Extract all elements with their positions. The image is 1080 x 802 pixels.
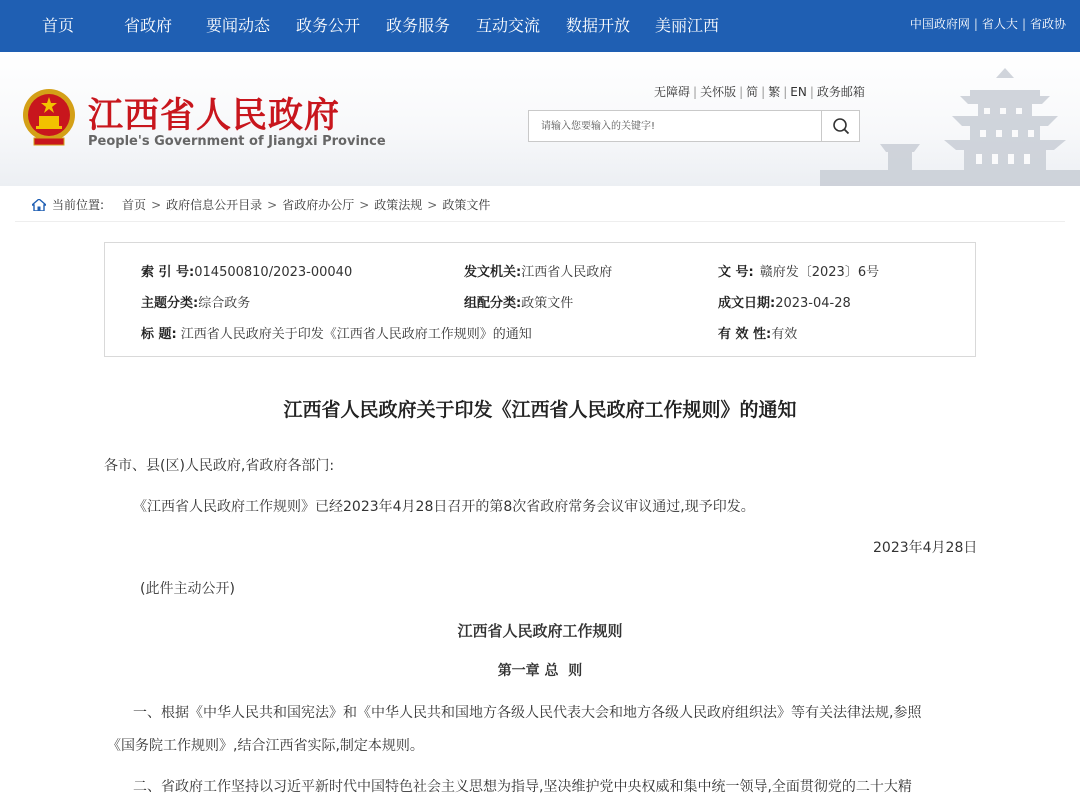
article-paragraph: 《国务院工作规则》,结合江西省实际,制定本规则。 [107, 738, 424, 754]
nav-item-open-data[interactable]: 数据开放 [566, 16, 631, 35]
search-box [528, 110, 860, 142]
link-china-government[interactable]: 中国政府网 [909, 17, 970, 31]
nav-item-news[interactable]: 要闻动态 [206, 16, 271, 35]
divider: | [809, 85, 814, 99]
info-label: 有 效 性: [718, 327, 772, 342]
article-title: 江西省人民政府关于印发《江西省人民政府工作规则》的通知 [283, 399, 797, 421]
nav-item-provincial-government[interactable]: 省政府 [124, 16, 173, 35]
info-label: 文 号: [718, 265, 754, 280]
breadcrumb-item-disclosure-catalog[interactable]: 政府信息公开目录 [166, 198, 263, 212]
breadcrumb-separator: > [427, 198, 438, 212]
link-english[interactable]: EN [790, 85, 807, 99]
divider: | [739, 85, 744, 99]
info-value: 014500810/2023-00040 [194, 265, 353, 280]
article-paragraph: 二、省政府工作坚持以习近平新时代中国特色社会主义思想为指导,坚决维护党中央权威和集中统一领导,全面贯彻党的二十大精 [133, 779, 912, 795]
chapter-heading: 第一章 总 则 [497, 663, 583, 679]
info-value: 赣府发〔2023〕6号 [759, 265, 880, 280]
link-provincial-cppcc[interactable]: 省政协 [1029, 17, 1066, 31]
site-header [0, 52, 1080, 186]
info-written-date [718, 292, 851, 311]
info-issuing-authority [464, 261, 612, 280]
link-simplified[interactable]: 简 [746, 85, 759, 99]
article-paragraph: 一、根据《中华人民共和国宪法》和《中华人民共和国地方各级人民代表大会和地方各级人民政府组织法》等有关法律法规,参照 [133, 705, 922, 721]
article-addressee: 各市、县(区)人民政府,省政府各部门: [104, 458, 335, 474]
divider: | [783, 85, 788, 99]
info-value: 有效 [771, 327, 798, 342]
utility-links [654, 83, 865, 100]
divider: | [693, 85, 698, 99]
document-info-box [104, 242, 976, 357]
info-label: 组配分类: [464, 296, 522, 311]
info-title [141, 323, 532, 342]
info-topic-category [141, 292, 250, 311]
info-label: 发文机关: [464, 265, 522, 280]
breadcrumb-item-home[interactable]: 首页 [122, 198, 147, 212]
search-icon [822, 111, 860, 141]
breadcrumb-separator: > [151, 198, 162, 212]
site-title[interactable]: 江西省人民政府 [88, 96, 341, 136]
article-paragraph: 《江西省人民政府工作规则》已经2023年4月28日召开的第8次省政府常务会议审议通过,现予印发。 [133, 499, 755, 515]
info-value: 综合政务 [198, 296, 251, 311]
divider: | [761, 85, 766, 99]
link-government-mail[interactable]: 政务邮箱 [816, 85, 865, 99]
breadcrumb-separator: > [359, 198, 370, 212]
nav-item-home[interactable]: 首页 [42, 16, 75, 35]
link-provincial-congress[interactable]: 省人大 [981, 17, 1018, 31]
info-value: 政策文件 [521, 296, 574, 311]
info-value: 江西省人民政府 [521, 265, 613, 280]
search-button[interactable] [821, 111, 859, 141]
breadcrumb-item-policy-documents[interactable]: 政策文件 [442, 198, 491, 212]
breadcrumb-item-policies-regulations[interactable]: 政策法规 [374, 198, 423, 212]
article-date: 2023年4月28日 [873, 540, 978, 556]
national-emblem-icon [22, 88, 76, 146]
info-value: 江西省人民政府关于印发《江西省人民政府工作规则》的通知 [180, 327, 532, 342]
info-index-number [141, 261, 352, 280]
breadcrumb-item-general-office[interactable]: 省政府办公厅 [282, 198, 355, 212]
breadcrumb-separator: > [267, 198, 278, 212]
nav-item-interaction[interactable]: 互动交流 [476, 16, 541, 35]
info-label: 标 题: [141, 327, 177, 342]
site-subtitle: People's Government of Jiangxi Province [88, 134, 386, 149]
breadcrumb [32, 196, 490, 213]
info-document-number [718, 261, 879, 280]
breadcrumb-label: 当前位置: [52, 198, 105, 212]
info-value: 2023-04-28 [775, 296, 851, 311]
top-navigation [0, 0, 1080, 52]
info-label: 主题分类: [141, 296, 199, 311]
rules-title: 江西省人民政府工作规则 [457, 622, 623, 640]
link-traditional[interactable]: 繁 [768, 85, 781, 99]
nav-item-government-services[interactable]: 政务服务 [386, 16, 451, 35]
info-assembly-category [464, 292, 573, 311]
info-validity [718, 323, 797, 342]
link-care-version[interactable]: 关怀版 [700, 85, 737, 99]
home-icon [32, 199, 46, 211]
nav-item-government-affairs-open[interactable]: 政务公开 [296, 16, 361, 35]
divider: | [1021, 17, 1026, 31]
divider: | [973, 17, 978, 31]
info-label: 成文日期: [718, 296, 776, 311]
link-accessibility[interactable]: 无障碍 [654, 85, 691, 99]
article-public-note: (此件主动公开) [140, 581, 235, 597]
info-label: 索 引 号: [141, 265, 195, 280]
search-input[interactable] [529, 111, 824, 141]
nav-item-beautiful-jiangxi[interactable]: 美丽江西 [655, 16, 720, 35]
top-external-links [910, 0, 1066, 52]
